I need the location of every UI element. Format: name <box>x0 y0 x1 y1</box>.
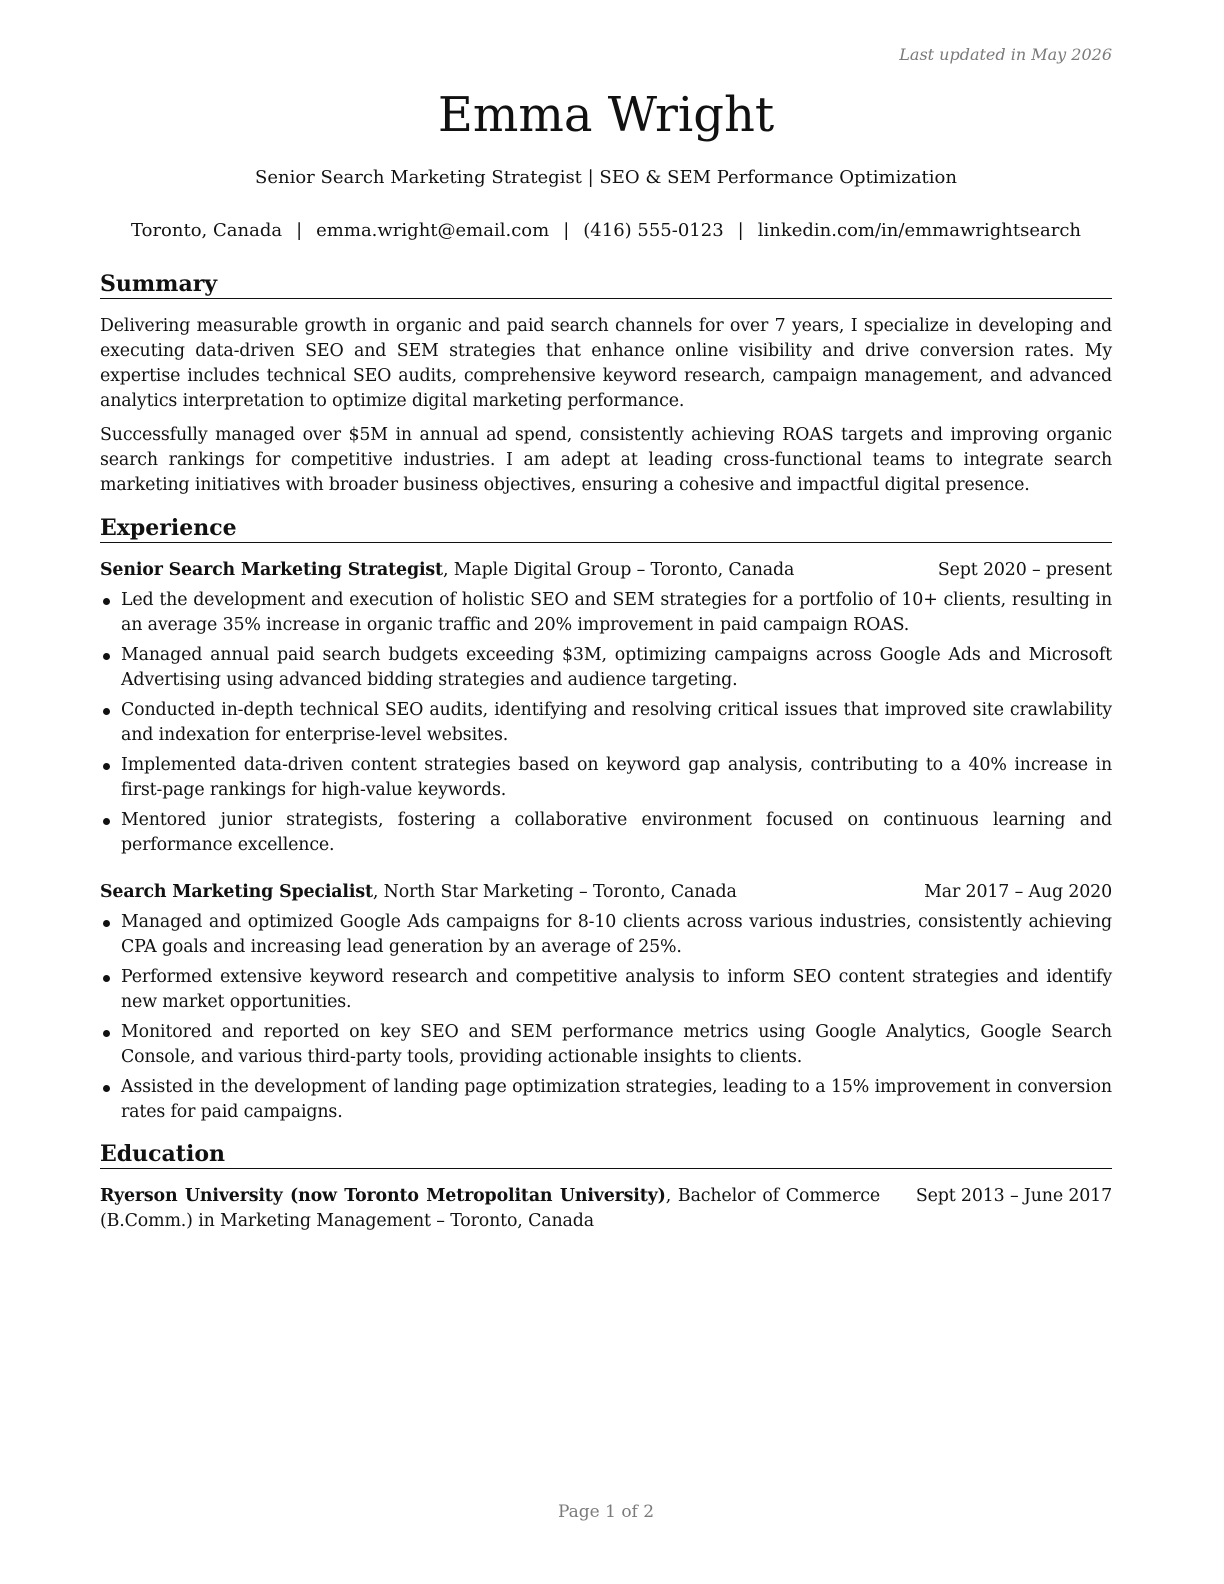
bullet-icon <box>103 920 110 927</box>
job-organization: , North Star Marketing – Toronto, Canada <box>372 882 737 902</box>
contact-separator: | <box>563 220 570 241</box>
last-updated-note: Last updated in May 2026 <box>899 45 1112 64</box>
job-dates: Sept 2020 – present <box>937 560 1112 580</box>
bullet-icon <box>103 708 110 715</box>
education-school: Ryerson University (now Toronto Metropolitan University) <box>100 1186 666 1206</box>
page-number: Page 1 of 2 <box>557 1502 655 1522</box>
job-bullet: Managed and optimized Google Ads campaigns for 8-10 clients across various industries, consistently achieving CPA goals and increasing lead generation by an average of 25%. <box>100 910 1112 960</box>
summary-paragraph-2: Successfully managed over $5M in annual ad spend, consistently achieving ROAS targets and improving organic search rankings for competitive industries. I am adept at leading cross-functional teams to integrate search marketing initiatives with broader business objectives, ensuring a cohesive and impactful digital presence. <box>100 425 1112 495</box>
section-title-summary: Summary <box>100 270 1112 299</box>
job-bullet: Assisted in the development of landing page optimization strategies, leading to a 15% improvement in conversion rates for paid campaigns. <box>100 1075 1112 1125</box>
bullet-icon <box>103 598 110 605</box>
summary-paragraph-1: Delivering measurable growth in organic and paid search channels for over 7 years, I specialize in developing and executing data-driven SEO and SEM strategies that enhance online visibility and drive conversion rates. My expertise includes technical SEO audits, comprehensive keyword research, campaign management, and advanced analytics interpretation to optimize digital marketing performance. <box>100 316 1112 411</box>
education-degree: , Bachelor of Commerce (B.Comm.) in Marketing Management – Toronto, Canada <box>100 1186 880 1231</box>
job-title: Search Marketing Specialist <box>100 882 373 902</box>
job-bullet: Led the development and execution of holistic SEO and SEM strategies for a portfolio of 10+ clients, resulting in an average 35% increase in organic traffic and 20% improvement in paid campaign ROAS. <box>100 588 1112 638</box>
bullet-icon <box>103 818 110 825</box>
education-dates: Sept 2013 – June 2017 <box>915 1186 1112 1206</box>
job-bullet: Implemented data-driven content strategies based on keyword gap analysis, contributing to a 40% increase in first-page rankings for high-value keywords. <box>100 753 1112 803</box>
contact-email-link[interactable]: emma.wright@email.com <box>316 220 550 241</box>
contact-separator: | <box>296 220 303 241</box>
job-bullet: Monitored and reported on key SEO and SEM performance metrics using Google Analytics, Google Search Console, and various third-party tools, providing actionable insights to clients. <box>100 1020 1112 1070</box>
bullet-icon <box>103 1030 110 1037</box>
contact-linkedin-link[interactable]: linkedin.com/in/emmawrightsearch <box>757 220 1081 241</box>
contact-location: Toronto, Canada <box>131 220 283 241</box>
job-bullet: Conducted in-depth technical SEO audits, identifying and resolving critical issues that improved site crawlability and indexation for enterprise-level websites. <box>100 698 1112 748</box>
job-title: Senior Search Marketing Strategist <box>100 560 443 580</box>
contact-separator: | <box>737 220 744 241</box>
job-organization: , Maple Digital Group – Toronto, Canada <box>442 560 795 580</box>
candidate-headline: Senior Search Marketing Strategist | SEO & SEM Performance Optimization <box>255 167 957 188</box>
bullet-icon <box>103 763 110 770</box>
bullet-icon <box>103 1085 110 1092</box>
job-bullet: Mentored junior strategists, fostering a collaborative environment focused on continuous learning and performance excellence. <box>100 808 1112 858</box>
job-bullet: Managed annual paid search budgets exceeding $3M, optimizing campaigns across Google Ads and Microsoft Advertising using advanced bidding strategies and audience targeting. <box>100 643 1112 693</box>
job-bullet: Performed extensive keyword research and competitive analysis to inform SEO content strategies and identify new market opportunities. <box>100 965 1112 1015</box>
education-text <box>100 1184 880 1234</box>
bullet-icon <box>103 975 110 982</box>
bullet-icon <box>103 653 110 660</box>
candidate-name: Emma Wright <box>437 87 775 143</box>
contact-phone: (416) 555-0123 <box>583 220 724 241</box>
job-dates: Mar 2017 – Aug 2020 <box>924 882 1112 902</box>
job-header <box>100 880 1112 905</box>
job-header <box>100 558 1112 583</box>
job-bullets <box>100 588 1112 863</box>
section-title-experience: Experience <box>100 514 1112 543</box>
job-bullets <box>100 910 1112 1130</box>
contact-line <box>100 220 1112 241</box>
resume-page <box>100 0 1112 1584</box>
education-entry <box>100 1184 1112 1234</box>
section-title-education: Education <box>100 1140 1112 1169</box>
